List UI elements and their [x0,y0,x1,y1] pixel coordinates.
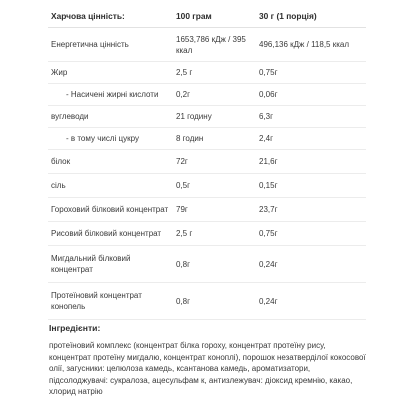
ingredients-title: Інгредієнти: [49,323,101,333]
table-row [48,84,366,106]
value-per-100g: 0,2г [176,90,191,99]
nutrient-name: Мигдальний білковий концентрат [51,254,131,274]
table-row [48,246,366,283]
table-row [48,198,366,222]
ingredients-text: протеїновий комплекс (концентрат білка гороху, концентрат протеїну рису, концентрат протеїну мигдалю, концентрат коноплі), порошок незатверділої кокосової олії, загусники: целюлоза камедь, ксантанова камедь, ароматизатори, підсолоджувачі: сукралоза, ацесульфам к, антизлежувач: діоксид кремнію, какао, хлорид натрію [49,341,366,397]
nutrient-name: - в тому числі цукру [66,134,139,143]
header-per-100g: 100 грам [176,11,212,21]
nutrient-name: - Насичені жирні кислоти [66,90,159,99]
value-per-100g: 0,8г [176,259,191,269]
table-row [48,222,366,246]
nutrient-name: Енергетична цінність [51,40,129,49]
value-per-serving: 0,24г [259,259,278,269]
value-per-serving: 0,75г [259,68,278,77]
value-per-serving: 0,24г [259,296,278,306]
value-per-serving: 0,75г [259,229,278,238]
value-per-serving: 6,3г [259,112,274,121]
value-per-serving: 2,4г [259,134,274,143]
nutrient-name: Рисовий білковий концентрат [51,229,162,238]
table-row [48,62,366,84]
nutrient-name: білок [51,157,71,166]
value-per-serving: 0,15г [259,181,278,190]
nutrient-name: сіль [51,181,66,190]
table-header [48,6,366,28]
value-per-100g: 79г [176,205,188,214]
nutrient-name: Протеїновий концентрат конопель [51,291,142,311]
table-row [48,106,366,128]
value-per-serving: 23,7г [259,205,278,214]
value-per-serving: 0,06г [259,90,278,99]
value-per-serving: 496,136 кДж / 118,5 ккал [259,40,350,49]
header-per-serving: 30 г (1 порція) [259,11,317,21]
nutrient-name: Жир [51,68,68,77]
value-per-100g: 21 годину [176,112,212,121]
nutrition-table [48,6,366,320]
value-per-100g: 0,8г [176,296,191,306]
value-per-100g: 72г [176,157,188,166]
nutrient-name: Гороховий білковий концентрат [51,205,169,214]
table-row [48,28,366,62]
value-per-100g: 1653,786 кДж / 395 ккал [176,34,246,55]
header-nutrition-value: Харчова цінність: [51,11,125,21]
table-row [48,128,366,150]
table-row [48,283,366,320]
value-per-100g: 0,5г [176,181,191,190]
table-row [48,174,366,198]
value-per-100g: 2,5 г [176,68,193,77]
table-row [48,150,366,174]
value-per-100g: 2,5 г [176,229,193,238]
nutrient-name: вуглеводи [51,112,89,121]
ingredients-section [49,323,367,398]
value-per-serving: 21,6г [259,157,278,166]
value-per-100g: 8 годин [176,134,204,143]
